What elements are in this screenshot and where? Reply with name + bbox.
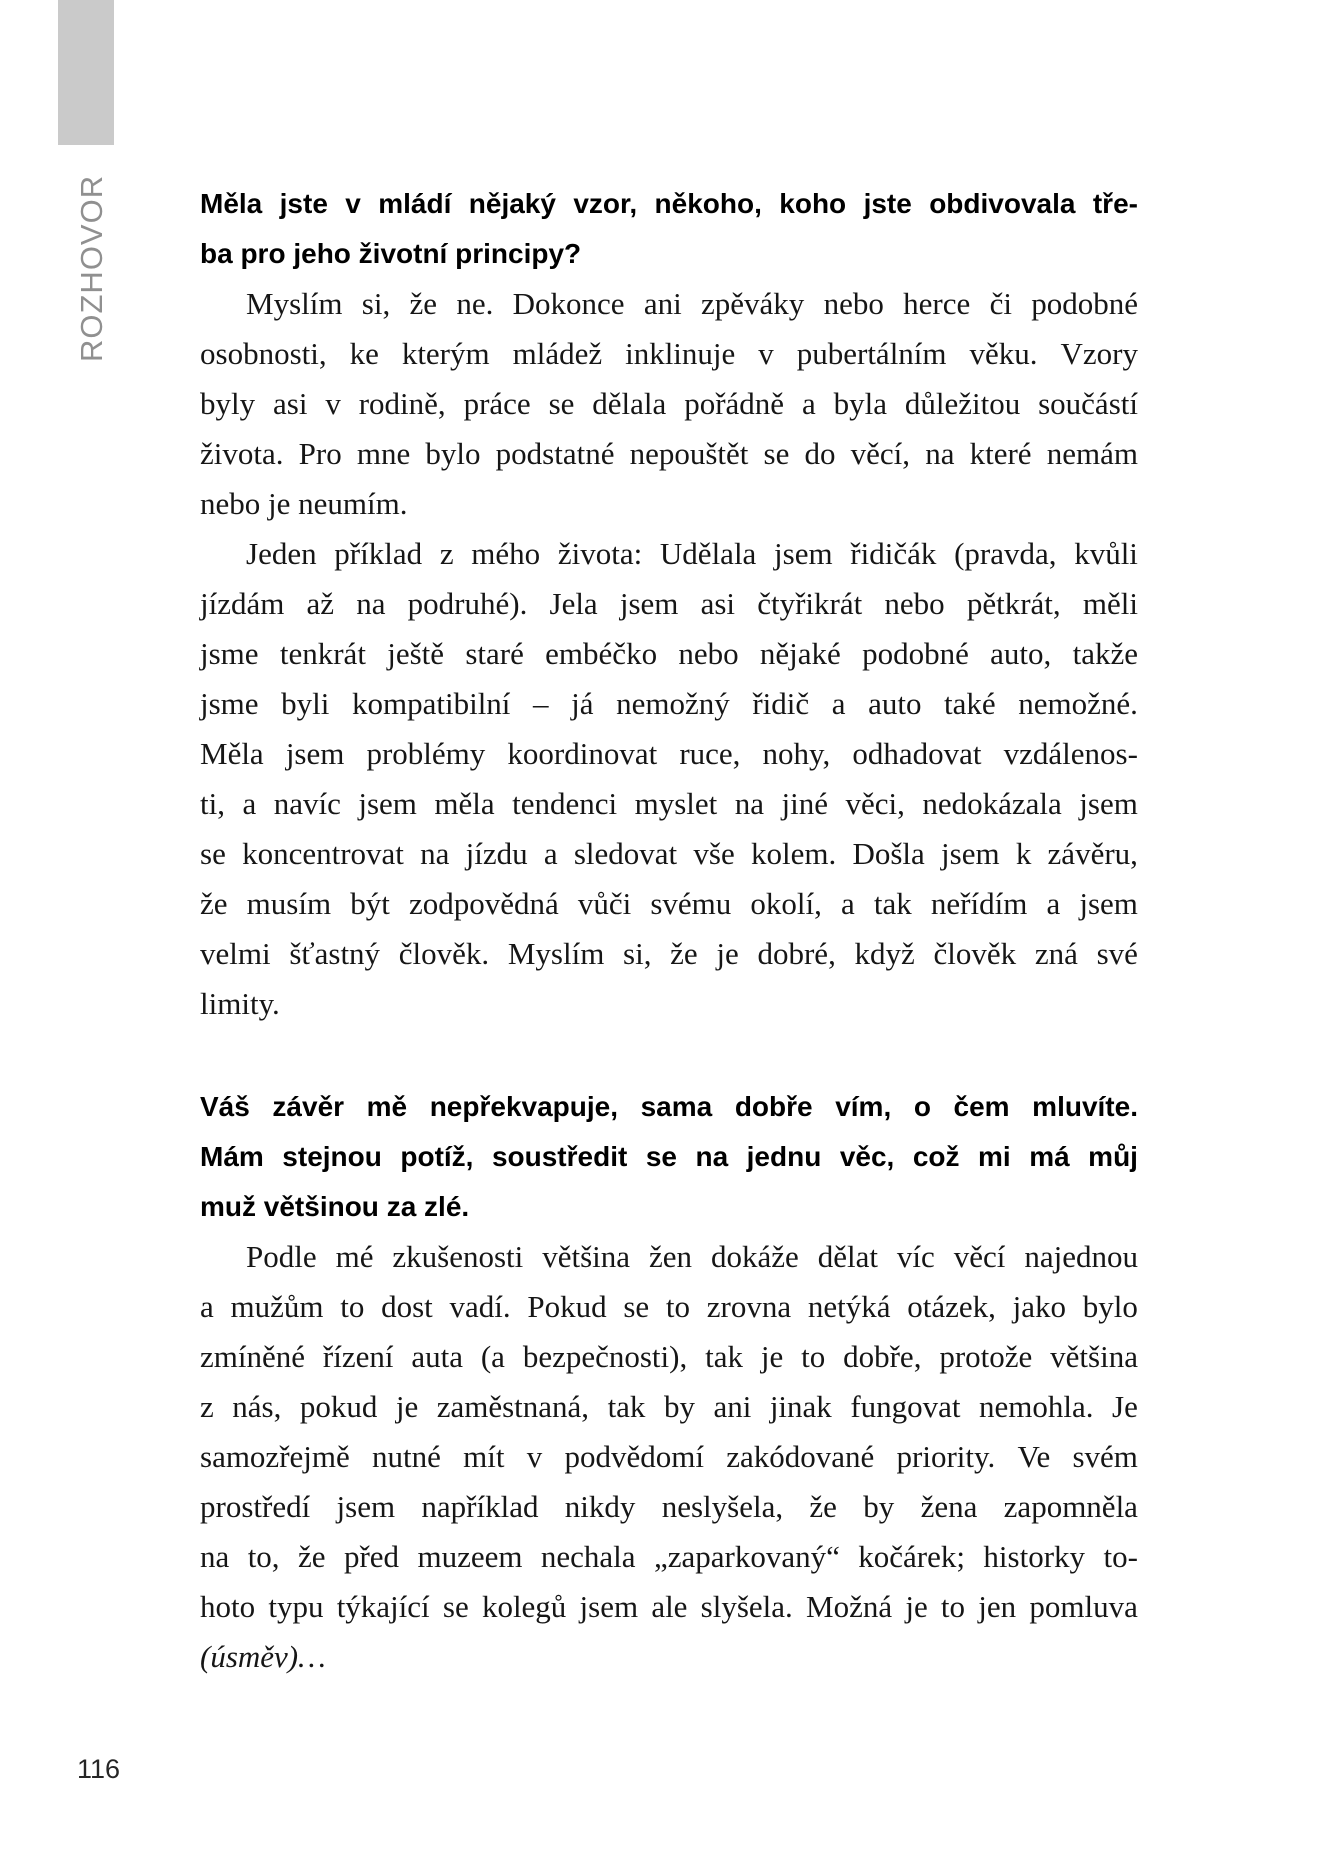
question-line: muž většinou za zlé. xyxy=(200,1191,470,1222)
answer-paragraph-3 xyxy=(200,1232,1138,1682)
body-line: nebo je neumím. xyxy=(200,486,408,521)
answer-paragraph-1 xyxy=(200,279,1138,529)
body-line: Myslím si, že ne. Dokonce ani zpěváky nebo herce či podobné xyxy=(246,286,1138,321)
body-line: byly asi v rodině, práce se dělala pořádně a byla důležitou součástí xyxy=(200,386,1138,421)
body-line: jízdám až na podruhé). Jela jsem asi čtyřikrát nebo pětkrát, měli xyxy=(200,586,1138,621)
body-line: Jeden příklad z mého života: Udělala jsem řidičák (pravda, kvůli xyxy=(246,536,1138,571)
question-block-2 xyxy=(200,1082,1138,1232)
chapter-sidebar-label: ROZHOVOR xyxy=(74,174,109,362)
body-line: zmíněné řízení auta (a bezpečnosti), tak je to dobře, protože většina xyxy=(200,1339,1138,1374)
body-line: (úsměv)… xyxy=(200,1639,326,1674)
body-line: samozřejmě nutné mít v podvědomí zakódované priority. Ve svém xyxy=(200,1439,1138,1474)
question-line: Váš závěr mě nepřekvapuje, sama dobře vím, o čem mluvíte. xyxy=(200,1091,1138,1122)
chapter-marker-bar xyxy=(58,0,114,145)
answer-paragraph-2 xyxy=(200,529,1138,1029)
body-line: Měla jsem problémy koordinovat ruce, nohy, odhadovat vzdálenos- xyxy=(200,736,1138,771)
body-line: velmi šťastný člověk. Myslím si, že je dobré, když člověk zná své xyxy=(200,936,1138,971)
question-line: ba pro jeho životní principy? xyxy=(200,238,582,269)
page-number: 116 xyxy=(77,1754,121,1784)
body-line: se koncentrovat na jízdu a sledovat vše kolem. Došla jsem k závěru, xyxy=(200,836,1138,871)
body-line: limity. xyxy=(200,986,280,1021)
question-line: Měla jste v mládí nějaký vzor, někoho, koho jste obdivovala tře- xyxy=(200,188,1138,219)
body-line: jsme tenkrát ještě staré embéčko nebo nějaké podobné auto, takže xyxy=(200,636,1138,671)
body-line: ti, a navíc jsem měla tendenci myslet na jiné věci, nedokázala jsem xyxy=(200,786,1138,821)
body-line: z nás, pokud je zaměstnaná, tak by ani jinak fungovat nemohla. Je xyxy=(200,1389,1138,1424)
question-line: Mám stejnou potíž, soustředit se na jednu věc, což mi má můj xyxy=(200,1141,1138,1172)
body-line: jsme byli kompatibilní – já nemožný řidič a auto také nemožné. xyxy=(200,686,1138,721)
body-line: že musím být zodpovědná vůči svému okolí, a tak neřídím a jsem xyxy=(200,886,1138,921)
body-line: hoto typu týkající se kolegů jsem ale slyšela. Možná je to jen pomluva xyxy=(200,1589,1138,1624)
body-line: na to, že před muzeem nechala „zaparkovaný“ kočárek; historky to- xyxy=(200,1539,1138,1574)
body-line: života. Pro mne bylo podstatné nepouštět se do věcí, na které nemám xyxy=(200,436,1138,471)
question-block-1 xyxy=(200,179,1138,279)
text-column xyxy=(200,179,1138,1682)
body-line: a mužům to dost vadí. Pokud se to zrovna netýká otázek, jako bylo xyxy=(200,1289,1138,1324)
body-line: prostředí jsem například nikdy neslyšela, že by žena zapomněla xyxy=(200,1489,1138,1524)
body-line: osobnosti, ke kterým mládež inklinuje v pubertálním věku. Vzory xyxy=(200,336,1138,371)
body-line: Podle mé zkušenosti většina žen dokáže dělat víc věcí najednou xyxy=(246,1239,1138,1274)
